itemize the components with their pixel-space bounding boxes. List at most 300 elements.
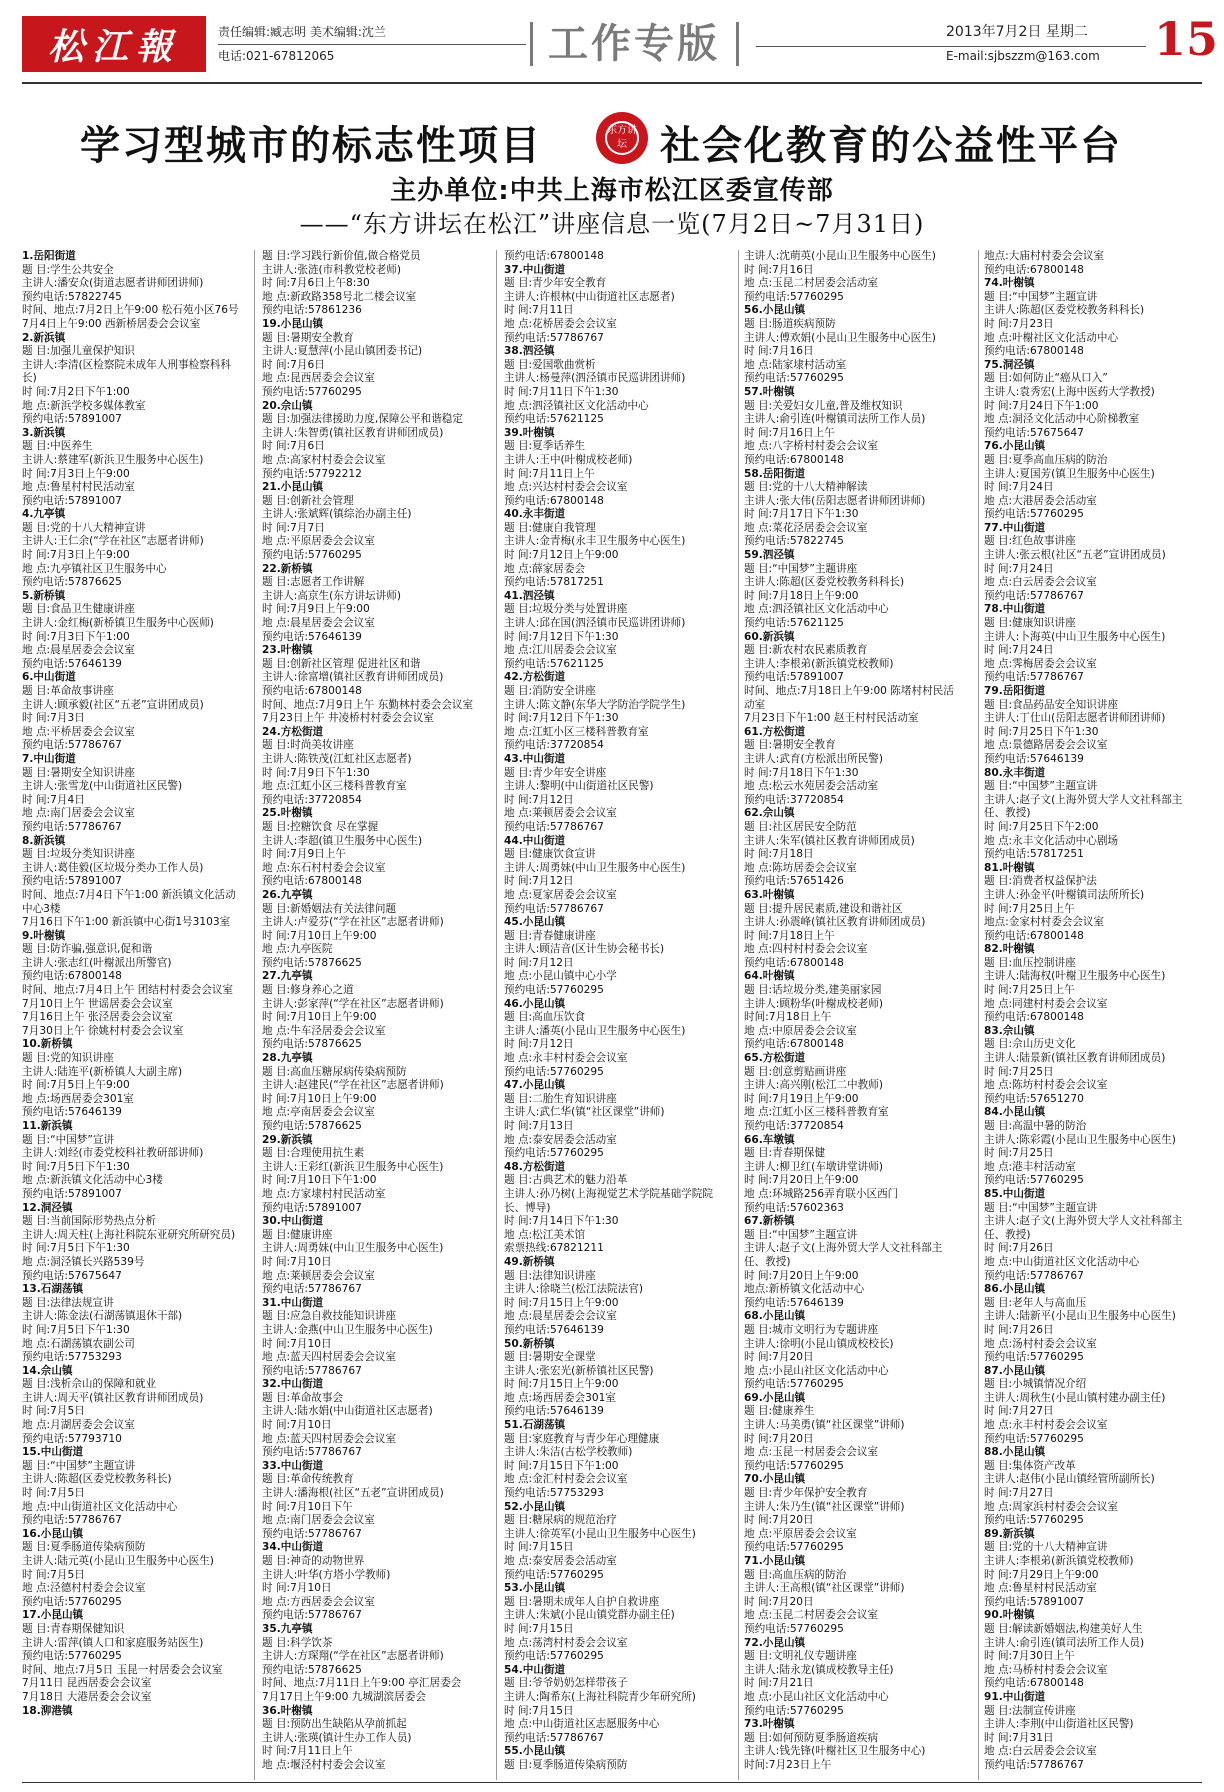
lecture-entry-line: 时 间:7月31日 xyxy=(984,1731,1054,1744)
lecture-entry-line: 时 间:7月24日 xyxy=(984,562,1054,575)
lecture-entry-line: 主讲人:陈文静(东华大学防治学院学生) xyxy=(504,698,686,711)
lecture-entry-line: 时 间:7月24日 xyxy=(984,481,1054,494)
lecture-entry-line: 地 点:马桥村村委会会议室 xyxy=(984,1663,1108,1676)
lecture-entry-line: 题 目:消费者权益保护法 xyxy=(984,875,1097,888)
lecture-entry-line: 题 目:加强儿童保护知识 xyxy=(22,345,135,358)
lecture-entry-line: 题 目:青春期保健 xyxy=(744,1147,826,1160)
lecture-entry-line: 地 点:鲁星村村民活动室 xyxy=(22,481,135,494)
lecture-entry-line: 题 目:当前国际形势热点分析 xyxy=(22,1215,157,1228)
lecture-entry-line: 主讲人:顾粉华(叶榭成校老师) xyxy=(744,997,883,1010)
lecture-entry-heading: 9.叶榭镇 xyxy=(22,929,66,942)
lecture-entry-heading: 11.新浜镇 xyxy=(22,1120,73,1132)
lecture-entry-line: 地 点:牛车泾居委会会议室 xyxy=(262,1024,386,1037)
lecture-entry-heading: 68.小昆山镇 xyxy=(744,1310,806,1323)
lecture-entry-heading: 10.新桥镇 xyxy=(22,1038,73,1051)
lecture-entry-line: 时 间:7月20日 xyxy=(744,1595,814,1608)
lecture-entry-line: 地 点:周家浜村村委会会议室 xyxy=(984,1500,1119,1513)
lecture-entry-line: 预约电话:57786767 xyxy=(984,589,1084,602)
lecture-entry-line: 主讲人:陆连平(新桥镇人大副主席) xyxy=(22,1065,183,1078)
lecture-entry-line: 时 间:7月15日 xyxy=(504,1541,574,1554)
lecture-entry-line: 地 点:江虹小区三楼科普教育室 xyxy=(744,1106,889,1119)
lecture-entry-line: 题 目:食品药品安全知识讲座 xyxy=(984,698,1119,711)
lecture-entry-line: 预约电话:57760295 xyxy=(744,290,844,303)
lecture-entry-line: 地 点:鲁星村村民活动室 xyxy=(984,1582,1097,1595)
lecture-entry-line: 预约电话:67800148 xyxy=(984,345,1084,358)
lecture-entry-line: 主讲人:陈彩霞(小昆山卫生服务中心医生) xyxy=(984,1133,1176,1146)
lecture-entry-line: 题 目:夏季肠道传染病预防 xyxy=(22,1541,146,1554)
lecture-entry-heading: 55.小昆山镇 xyxy=(504,1745,566,1758)
lecture-entry-line: 预约电话:57786767 xyxy=(504,331,604,344)
editors-line: 责任编辑:臧志明 美术编辑:沈兰 xyxy=(218,25,386,39)
lecture-entry-line: 时 间:7月20日 xyxy=(744,1351,814,1364)
lecture-entry-line: 时 间:7月9日上午 xyxy=(262,848,346,861)
lecture-entry-line: 时 间:7月9日上午9:00 xyxy=(262,603,370,616)
lecture-entry-heading: 39.叶榭镇 xyxy=(504,426,555,439)
lecture-entry-line: 地 点:九亭医院 xyxy=(262,943,333,956)
lecture-entry-line: 时间、地点:7月11日上午9:00 亭汇居委会 xyxy=(262,1677,462,1690)
lecture-entry-heading: 19.小昆山镇 xyxy=(262,317,324,330)
lecture-entry-line: 预约电话:57760295 xyxy=(22,1650,122,1663)
lecture-entry-line: 时 间:7月18日下午1:30 xyxy=(744,766,859,779)
lecture-entry-line: 主讲人:朱洁(古松学校教师) xyxy=(504,1446,633,1459)
lecture-entry-heading: 53.小昆山镇 xyxy=(504,1582,566,1595)
lecture-entry-heading: 16.小昆山镇 xyxy=(22,1527,84,1540)
lecture-entry-line: 主讲人:朱军(镇社区教育讲师团成员) xyxy=(744,834,915,847)
header-dateline xyxy=(756,20,1146,68)
lecture-entry-line: 时 间:7月18日上午 xyxy=(744,929,835,942)
lecture-entry-line: 题 目:佘山历史文化 xyxy=(984,1038,1076,1051)
lecture-entry-line: 地 点:晨星居委会会议室 xyxy=(262,617,375,630)
lecture-entry-line: 主讲人:夏慧萍(小昆山镇团委书记) xyxy=(262,345,423,358)
column-divider xyxy=(738,250,739,1780)
lecture-entry-heading: 6.中山街道 xyxy=(22,671,76,684)
lecture-entry-line: 预约电话:57760295 xyxy=(504,1568,604,1581)
lecture-entry-heading: 29.新浜镇 xyxy=(262,1133,313,1146)
lecture-entry-line: 主讲人:赵子文(上海外贸大学人文社科部主任、教授) xyxy=(984,1215,1183,1241)
lecture-entry-line: 时间:7月23日上午 xyxy=(744,1758,832,1771)
lecture-entry-line: 题 目:防诈骗,强意识,促和谐 xyxy=(22,943,153,956)
lecture-entry-line: 主讲人:朱智勇(镇社区教育讲师团成员) xyxy=(262,426,444,439)
listing-column-1 xyxy=(22,250,240,1780)
lecture-entry-line: 题 目:爷爷奶奶怎样带孩子 xyxy=(504,1677,628,1690)
lecture-entry-line: 主讲人:赵伟(小昆山镇经管所副所长) xyxy=(984,1473,1155,1486)
lecture-entry-line: 题 目:暑期安全教育 xyxy=(262,331,354,344)
lecture-entry-line: 预约电话:57651426 xyxy=(744,875,844,888)
lecture-entry-heading: 52.小昆山镇 xyxy=(504,1500,566,1513)
lecture-entry-line: 地 点:中山街道社区文化活动中心 xyxy=(22,1500,178,1513)
lecture-entry-line: 地 点:荡湾村村委会会议室 xyxy=(504,1636,628,1649)
lecture-listing xyxy=(22,250,1202,1780)
lecture-entry-line: 预约电话:67800148 xyxy=(984,1677,1084,1690)
lecture-entry-line: 题 目:健康饮食宣讲 xyxy=(504,848,596,861)
lecture-entry-line: 主讲人:周秋生(小昆山镇村建办副主任) xyxy=(984,1391,1166,1404)
lecture-entry-heading: 75.洞泾镇 xyxy=(984,358,1035,371)
lecture-entry-line: 时 间:7月14日下午1:30 xyxy=(504,1215,619,1228)
lecture-entry-heading: 38.泗泾镇 xyxy=(504,345,555,358)
lecture-entry-line: 时 间:7月20日 xyxy=(744,1514,814,1527)
page-number: 15 xyxy=(1154,12,1219,66)
lecture-entry-line: 题 目:创新社区管理 促进社区和谐 xyxy=(262,657,421,670)
lecture-entry-line: 地 点:昆西居委会会议室 xyxy=(262,372,375,385)
lecture-entry-line: 题 目:如何防止“癌从口入” xyxy=(984,372,1108,385)
lecture-entry-line: 题 目:法律法规宣讲 xyxy=(22,1296,114,1309)
lecture-entry-line: 时间、地点:7月4日上午 团结村村委会会议室 xyxy=(22,984,234,997)
lecture-entry-line: 题 目:话垃圾分类,建美丽家园 xyxy=(744,984,882,997)
lecture-entry-line: 预约电话:67800148 xyxy=(262,685,362,697)
lecture-entry-line: 7月16日上午 张泾居委会会议室 xyxy=(22,1011,173,1024)
lecture-entry-line: 7月30日上午 徐姚村村委会会议室 xyxy=(22,1024,184,1037)
lecture-entry-line: 主讲人:潘海根(社区“五老”宣讲团成员) xyxy=(262,1487,444,1500)
lecture-entry-line: 时 间:7月20日上午9:00 xyxy=(744,1174,859,1187)
lecture-entry-line: 预约电话:57621125 xyxy=(504,657,604,670)
lecture-entry-line: 时 间:7月25日上午 xyxy=(984,902,1075,915)
lecture-entry-heading: 64.叶榭镇 xyxy=(744,970,795,983)
lecture-entry-line: 题 目:“中国梦”主题宣讲 xyxy=(984,780,1098,793)
lecture-entry-line: 题 目:健康自我管理 xyxy=(504,521,596,534)
lecture-entry-line: 主讲人:陆景新(镇社区教育讲师团成员) xyxy=(984,1052,1166,1065)
lecture-entry-line: 预约电话:57786767 xyxy=(22,820,122,833)
lecture-entry-line: 主讲人:武仁华(镇“社区课堂”讲师) xyxy=(504,1106,665,1119)
lecture-entry-line: 预约电话:57786767 xyxy=(262,1364,362,1377)
lecture-entry-line: 时间、地点:7月2日上午9:00 松石苑小区76号 xyxy=(22,304,239,317)
lecture-entry-line: 预约电话:57675647 xyxy=(22,1269,122,1282)
lecture-entry-line: 7月16日下午1:00 新浜镇中心街1号3103室 xyxy=(22,916,231,929)
lecture-entry-line: 预约电话:57760295 xyxy=(984,1351,1084,1364)
lecture-entry-line: 预约电话:57646139 xyxy=(504,1323,604,1336)
lecture-entry-line: 题 目:新婚姻法有关法律问题 xyxy=(262,902,397,915)
lecture-entry-line: 7月10日上午 世谣居委会会议室 xyxy=(22,997,173,1010)
lecture-entry-line: 预约电话:57760295 xyxy=(744,372,844,385)
lecture-entry-line: 题 目:糖尿病的规范治疗 xyxy=(504,1514,617,1527)
lecture-entry-line: 主讲人:陈超(区委党校教务科长) xyxy=(22,1473,172,1486)
lecture-entry-line: 地 点:新浜镇文化活动中心3楼 xyxy=(22,1174,163,1187)
lecture-entry-line: 主讲人:李超(镇卫生服务中心医生) xyxy=(262,834,423,847)
lecture-entry-line: 时 间:7月5日 xyxy=(22,1405,85,1418)
lecture-entry-heading: 42.方松街道 xyxy=(504,671,566,684)
lecture-entry-line: 地 点:陆家埭村活动室 xyxy=(744,358,847,371)
lecture-entry-line: 地 点:九亭镇社区卫生服务中心 xyxy=(22,562,167,575)
lecture-entry-line: 题 目:新农村农民素质教育 xyxy=(744,644,868,657)
lecture-entry-line: 地 点:平原居委会会议室 xyxy=(744,1527,857,1540)
lecture-entry-line: 题 目:“中国梦”主题宣讲 xyxy=(984,1201,1098,1214)
lecture-entry-line: 预约电话:57760295 xyxy=(262,549,362,562)
lecture-entry-line: 时 间:7月27日 xyxy=(984,1487,1054,1500)
lecture-entry-line: 主讲人:周天平(镇社区教育讲师团成员) xyxy=(22,1391,204,1404)
lecture-entry-line: 主讲人:张瑛(镇计生办工作人员) xyxy=(262,1731,412,1744)
lecture-entry-line: 时间、地点:7月5日 玉昆一村居委会会议室 xyxy=(22,1663,223,1676)
lecture-entry-line: 时 间:7月11日下午1:30 xyxy=(504,385,619,398)
lecture-entry-line: 预约电话:67800148 xyxy=(744,453,844,466)
lecture-entry-heading: 14.佘山镇 xyxy=(22,1364,73,1377)
lecture-entry-line: 时 间:7月10日 xyxy=(262,1337,332,1350)
listing-column-4 xyxy=(744,250,962,1780)
lecture-entry-line: 主讲人:马美勇(镇“社区课堂”讲师) xyxy=(744,1419,905,1432)
lecture-entry-line: 主讲人:周勇妹(中山卫生服务中心医生) xyxy=(262,1242,444,1255)
lecture-entry-line: 地 点:平桥居委会会议室 xyxy=(22,725,135,738)
lecture-entry-line: 时 间:7月3日上午9:00 xyxy=(22,549,130,562)
lecture-entry-line: 时 间:7月23日 xyxy=(984,317,1054,330)
lecture-entry-line: 预约电话:57760295 xyxy=(504,984,604,997)
lecture-entry-line: 预约电话:57760295 xyxy=(744,1541,844,1554)
lecture-entry-line: 题 目:加强法律援助力度,保障公平和谐稳定 xyxy=(262,413,463,426)
newspaper-logo: 松江報 xyxy=(22,16,206,72)
lecture-entry-line: 地 点:泰安居委会活动室 xyxy=(504,1133,617,1146)
lecture-entry-line: 时间:7月18日上午 xyxy=(744,1011,832,1024)
lecture-entry-line: 地 点:亭南居委会会议室 xyxy=(262,1106,375,1119)
lecture-entry-line: 题 目:暑期安全教育 xyxy=(744,739,836,752)
lecture-entry-line: 地 点:金汇村村委会会议室 xyxy=(504,1473,628,1486)
lecture-entry-line: 题 目:文明礼仪专题讲座 xyxy=(744,1650,857,1663)
lecture-entry-line: 时 间:7月4日 xyxy=(22,793,85,806)
lecture-entry-heading: 5.新桥镇 xyxy=(22,589,66,602)
lecture-entry-line: 预约电话:57786767 xyxy=(984,671,1084,684)
lecture-entry-line: 题 目:高血压病的防治 xyxy=(744,1568,847,1581)
lecture-entry-line: 索票热线:67821211 xyxy=(504,1242,604,1255)
lecture-entry-line: 7月23日下午1:00 赵王村村民活动室 xyxy=(744,712,919,725)
lecture-entry-line: 题 目:古典艺术的魅力沿革 xyxy=(504,1174,628,1187)
lecture-entry-line: 主讲人:刘经(市委党校科社教研部讲师) xyxy=(22,1147,204,1160)
lecture-entry-line: 主讲人:张云根(社区“五老”宣讲团成员) xyxy=(984,549,1166,562)
lecture-entry-line: 时 间:7月16日 xyxy=(744,263,814,276)
lecture-entry-heading: 73.叶榭镇 xyxy=(744,1718,795,1731)
lecture-entry-line: 地 点:高家村村委会会议室 xyxy=(262,453,386,466)
lecture-entry-line: 时间、地点:7月9日上午 东勤林村委会会议室 xyxy=(262,698,474,711)
lecture-entry-line: 预约电话:57876625 xyxy=(262,1038,362,1051)
lecture-entry-line: 7月4日上午9:00 西新桥居委会会议室 xyxy=(22,317,201,330)
lecture-entry-line: 预约电话:57760295 xyxy=(744,1622,844,1635)
lecture-entry-line: 时 间:7月19日上午9:00 xyxy=(744,1092,859,1105)
lecture-entry-line: 题 目:城市文明行为专题讲座 xyxy=(744,1323,879,1336)
lecture-entry-line: 主讲人:方琛翔(“学在社区”志愿者讲师) xyxy=(262,1650,444,1663)
lecture-entry-line: 地 点:薛家居委会 xyxy=(504,562,586,575)
header-divider xyxy=(22,82,1202,84)
lecture-entry-heading: 47.小昆山镇 xyxy=(504,1079,566,1092)
lecture-entry-line: 题 目:创新社会管理 xyxy=(262,494,354,507)
lecture-entry-line: 地 点:场西居委会301室 xyxy=(22,1092,134,1105)
section-bar-left xyxy=(530,22,533,66)
lecture-entry-line: 地点:新桥镇文化活动中心 xyxy=(744,1283,865,1296)
lecture-entry-line: 7月11日 昆西居委会会议室 xyxy=(22,1677,152,1690)
lecture-entry-line: 题 目:食品卫生健康讲座 xyxy=(22,603,135,616)
lecture-forum-emblem-icon xyxy=(596,112,648,164)
lecture-entry-line: 题 目:革命故事会 xyxy=(262,1391,344,1404)
lecture-entry-line: 题 目:关爱妇女儿童,普及维权知识 xyxy=(744,399,903,412)
lecture-entry-line: 预约电话:57891007 xyxy=(22,413,122,426)
lecture-entry-line: 题 目:革命故事讲座 xyxy=(22,685,114,697)
lecture-entry-line: 题 目:中医养生 xyxy=(22,440,93,453)
lecture-entry-heading: 79.岳阳街道 xyxy=(984,685,1046,697)
lecture-entry-line: 题 目:提升居民素质,建设和谐社区 xyxy=(744,902,903,915)
lecture-entry-line: 主讲人:潘安众(街道志愿者讲师团讲师) xyxy=(22,277,204,290)
lecture-entry-line: 主讲人:张大伟(岳阳志愿者讲师团讲师) xyxy=(744,494,926,507)
lecture-entry-line: 题 目:青少年保护安全教育 xyxy=(744,1487,868,1500)
lecture-entry-heading: 56.小昆山镇 xyxy=(744,304,806,317)
lecture-entry-line: 预约电话:67800148 xyxy=(504,494,604,507)
lecture-entry-line: 预约电话:57817251 xyxy=(504,576,604,589)
lecture-entry-line: 题 目:革命传统教育 xyxy=(262,1473,354,1486)
lecture-entry-line: 时 间:7月17日下午1:30 xyxy=(744,508,859,521)
lecture-entry-line: 时 间:7月18日 xyxy=(744,848,814,861)
lecture-entry-line: 时 间:7月15日 xyxy=(504,1622,574,1635)
lecture-entry-line: 题 目:“中国梦”主题宣讲 xyxy=(984,290,1098,303)
lecture-entry-heading: 2.新浜镇 xyxy=(22,331,66,344)
section-bar-right xyxy=(736,22,739,66)
lecture-entry-line: 地 点:菜花泾居委会会议室 xyxy=(744,521,868,534)
lecture-entry-line: 预约电话:57760295 xyxy=(504,1650,604,1663)
lecture-entry-line: 主讲人:张斌辉(镇综治办副主任) xyxy=(262,508,412,521)
lecture-entry-heading: 41.泗泾镇 xyxy=(504,589,555,602)
lecture-entry-line: 预约电话:67800148 xyxy=(22,970,122,983)
lecture-entry-heading: 65.方松街道 xyxy=(744,1052,806,1065)
lecture-entry-line: 时 间:7月10日 xyxy=(262,1582,332,1595)
lecture-entry-line: 时 间:7月25日下午1:30 xyxy=(984,725,1099,738)
lecture-entry-line: 地 点:新浜学校多媒体教室 xyxy=(22,399,146,412)
lecture-entry-line: 地 点:江川居委会会议室 xyxy=(504,644,617,657)
lecture-entry-line: 题 目:垃圾分类知识讲座 xyxy=(22,848,135,861)
lecture-entry-line: 主讲人:高兴刚(松江二中教师) xyxy=(744,1079,883,1092)
lecture-entry-heading: 44.中山街道 xyxy=(504,834,566,847)
lecture-entry-line: 预约电话:57817251 xyxy=(984,848,1084,861)
lecture-entry-line: 题 目:夏季话养生 xyxy=(504,440,586,453)
lecture-entry-line: 预约电话:57891007 xyxy=(262,1201,362,1214)
headline-right: 社会化教育的公益性平台 xyxy=(660,122,1122,169)
lecture-entry-line: 时 间:7月13日 xyxy=(504,1120,574,1132)
lecture-entry-line: 地 点:环城路256弄育联小区西门 xyxy=(744,1187,899,1200)
lecture-entry-line: 题 目:青春期保健知识 xyxy=(22,1622,125,1635)
lecture-entry-line: 主讲人:俞引连(镇司法所工作人员) xyxy=(984,1636,1145,1649)
lecture-entry-heading: 69.小昆山镇 xyxy=(744,1391,806,1404)
lecture-entry-line: 题 目:时尚美妆讲座 xyxy=(262,739,354,752)
lecture-entry-line: 主讲人:徐英军(小昆山卫生服务中心医生) xyxy=(504,1527,696,1540)
lecture-entry-line: 题 目:健康养生 xyxy=(744,1405,815,1418)
lecture-entry-heading: 1.岳阳街道 xyxy=(22,250,76,262)
lecture-entry-heading: 50.新桥镇 xyxy=(504,1337,555,1350)
lecture-entry-line: 时 间:7月30日上午 xyxy=(984,1650,1075,1663)
lecture-entry-line: 题 目:夏季高血压病的防治 xyxy=(984,453,1108,466)
lecture-entry-line: 题 目:法律知识讲座 xyxy=(504,1269,596,1282)
lecture-entry-line: 地 点:松江美术馆 xyxy=(504,1228,586,1241)
lecture-entry-heading: 76.小昆山镇 xyxy=(984,440,1046,453)
lecture-entry-line: 时 间:7月12日 xyxy=(504,1038,574,1051)
lecture-entry-line: 预约电话:57861236 xyxy=(262,304,362,317)
lecture-entry-heading: 84.小昆山镇 xyxy=(984,1106,1046,1119)
lecture-entry-line: 地 点:玉昆一村居委会会议室 xyxy=(744,1446,879,1459)
emblem-text: 东方讲坛 xyxy=(605,121,639,155)
lecture-entry-line: 时 间:7月10日上午9:00 xyxy=(262,1011,377,1024)
lecture-entry-line: 预约电话:57786767 xyxy=(22,739,122,752)
lecture-entry-line: 预约电话:57760295 xyxy=(984,1174,1084,1187)
contact-email: E-mail:sjbszzm@163.com xyxy=(946,49,1100,63)
lecture-entry-line: 时 间:7月9日下午1:30 xyxy=(262,766,370,779)
lecture-entry-line: 时 间:7月3日 xyxy=(22,712,85,725)
series-title: ——“东方讲坛在松江”讲座信息一览(7月2日~7月31日) xyxy=(299,210,925,238)
lecture-entry-heading: 36.叶榭镇 xyxy=(262,1704,313,1717)
lecture-entry-heading: 37.中山街道 xyxy=(504,263,566,276)
lecture-entry-line: 预约电话:57786767 xyxy=(22,1514,122,1527)
lecture-entry-line: 时 间:7月15日 xyxy=(504,1704,574,1717)
lecture-entry-line: 地 点:松云水苑居委会活动室 xyxy=(744,780,879,793)
lecture-entry-line: 地 点:永丰村村委会会议室 xyxy=(984,1419,1108,1432)
lecture-entry-line: 主讲人:赵子文(上海外贸大学人文社科部主任、教授) xyxy=(984,793,1183,820)
lecture-entry-heading: 63.叶榭镇 xyxy=(744,888,795,901)
lecture-entry-line: 主讲人:陈铁茂(江虹社区志愿者) xyxy=(262,752,412,765)
lecture-entry-heading: 12.洞泾镇 xyxy=(22,1201,73,1214)
lecture-entry-line: 题 目:法制宣传讲座 xyxy=(984,1704,1076,1717)
lecture-entry-line: 预约电话:67800148 xyxy=(984,929,1084,942)
lecture-entry-line: 预约电话:57786767 xyxy=(262,1283,362,1296)
lecture-entry-line: 时 间:7月11日上午 xyxy=(262,1745,353,1758)
lecture-entry-heading: 82.叶榭镇 xyxy=(984,943,1035,956)
lecture-entry-line: 预约电话:57822745 xyxy=(744,535,844,548)
lecture-entry-line: 时间、地点:7月18日上午9:00 陈堵村村民活动室 xyxy=(744,685,954,711)
lecture-entry-line: 时 间:7月15日上午9:00 xyxy=(504,1296,619,1309)
lecture-entry-line: 主讲人:孙金平(叶榭镇司法所所长) xyxy=(984,888,1145,901)
lecture-entry-line: 7月23日上午 井凌桥村村委会会议室 xyxy=(262,712,434,725)
lecture-entry-line: 预约电话:57753293 xyxy=(22,1351,122,1364)
column-divider xyxy=(496,250,497,1780)
lecture-entry-heading: 48.方松街道 xyxy=(504,1160,566,1173)
lecture-entry-line: 时 间:7月11日上午 xyxy=(504,467,595,480)
lecture-entry-line: 预约电话:57786767 xyxy=(504,902,604,915)
lecture-entry-line: 题 目:暑期安全课堂 xyxy=(504,1351,596,1364)
lecture-entry-line: 时 间:7月10日上午9:00 xyxy=(262,929,377,942)
lecture-entry-line: 时 间:7月10日 xyxy=(262,1255,332,1268)
lecture-entry-line: 题 目:小城镇情况介绍 xyxy=(984,1378,1087,1391)
lecture-entry-line: 地 点:堰泾村村委会会议室 xyxy=(262,1758,386,1771)
footer-divider xyxy=(22,1782,1202,1783)
listing-column-5 xyxy=(984,250,1202,1780)
lecture-entry-line: 主讲人:张雪龙(中山街道社区民警) xyxy=(22,780,183,793)
lecture-entry-heading: 33.中山街道 xyxy=(262,1459,324,1472)
lecture-entry-line: 地 点:景德路居委会会议室 xyxy=(984,739,1108,752)
lecture-entry-line: 预约电话:57753293 xyxy=(504,1487,604,1500)
lecture-entry-line: 时 间:7月5日上午9:00 xyxy=(22,1079,130,1092)
lecture-entry-line: 主讲人:周天柱(上海社科院东亚研究所研究员) xyxy=(22,1228,236,1241)
lecture-entry-line: 7月18日 大港居委会会议室 xyxy=(22,1690,152,1703)
lecture-entry-line: 预约电话:57876625 xyxy=(262,1663,362,1676)
lecture-entry-line: 地 点:方家埭村村民活动室 xyxy=(262,1187,386,1200)
lecture-entry-heading: 23.叶榭镇 xyxy=(262,644,313,657)
lecture-entry-line: 预约电话:67800148 xyxy=(744,1038,844,1051)
lecture-entry-line: 主讲人:王仁余(“学在社区”志愿者讲师) xyxy=(22,535,204,548)
lecture-entry-line: 预约电话:57822745 xyxy=(22,290,122,303)
header-rule-left xyxy=(218,44,526,45)
lecture-entry-line: 时 间:7月26日 xyxy=(984,1323,1054,1336)
lecture-entry-line: 预约电话:57621125 xyxy=(504,413,604,426)
lecture-entry-line: 地 点:大港居委会活动室 xyxy=(984,494,1097,507)
lecture-entry-line: 地 点:玉昆二村居委会活动室 xyxy=(744,277,879,290)
lecture-entry-heading: 49.新桥镇 xyxy=(504,1255,555,1268)
lecture-entry-heading: 24.方松街道 xyxy=(262,725,324,738)
lecture-entry-line: 地 点:石湖荡镇农副公司 xyxy=(22,1337,135,1350)
lecture-entry-line: 时 间:7月20日上午9:00 xyxy=(744,1269,859,1282)
lecture-entry-line: 时 间:7月12日下午1:30 xyxy=(504,630,619,643)
lecture-entry-heading: 22.新桥镇 xyxy=(262,562,313,575)
lecture-entry-line: 主讲人:陈超(区委党校教务科科长) xyxy=(984,304,1145,317)
lecture-entry-line: 地 点:陈坊居委会会议室 xyxy=(744,861,857,874)
lecture-entry-line: 地点:大庙村村委会会议室 xyxy=(984,250,1105,262)
column-divider xyxy=(978,250,979,1780)
lecture-entry-line: 地 点:霁梅居委会会议室 xyxy=(984,657,1097,670)
lecture-entry-line: 预约电话:57646139 xyxy=(22,1106,122,1119)
lecture-entry-line: 主讲人:卜海英(中山卫生服务中心医生) xyxy=(984,630,1166,643)
lecture-entry-line: 时 间:7月26日 xyxy=(984,1242,1054,1255)
lecture-entry-heading: 43.中山街道 xyxy=(504,752,566,765)
lecture-entry-line: 时 间:7月25日下午2:00 xyxy=(984,820,1099,833)
lecture-entry-line: 预约电话:57651270 xyxy=(984,1092,1084,1105)
lecture-entry-line: 主讲人:王中(叶榭成校老师) xyxy=(504,453,633,466)
lecture-entry-line: 题 目:“中国梦”主题宣讲 xyxy=(22,1459,136,1472)
